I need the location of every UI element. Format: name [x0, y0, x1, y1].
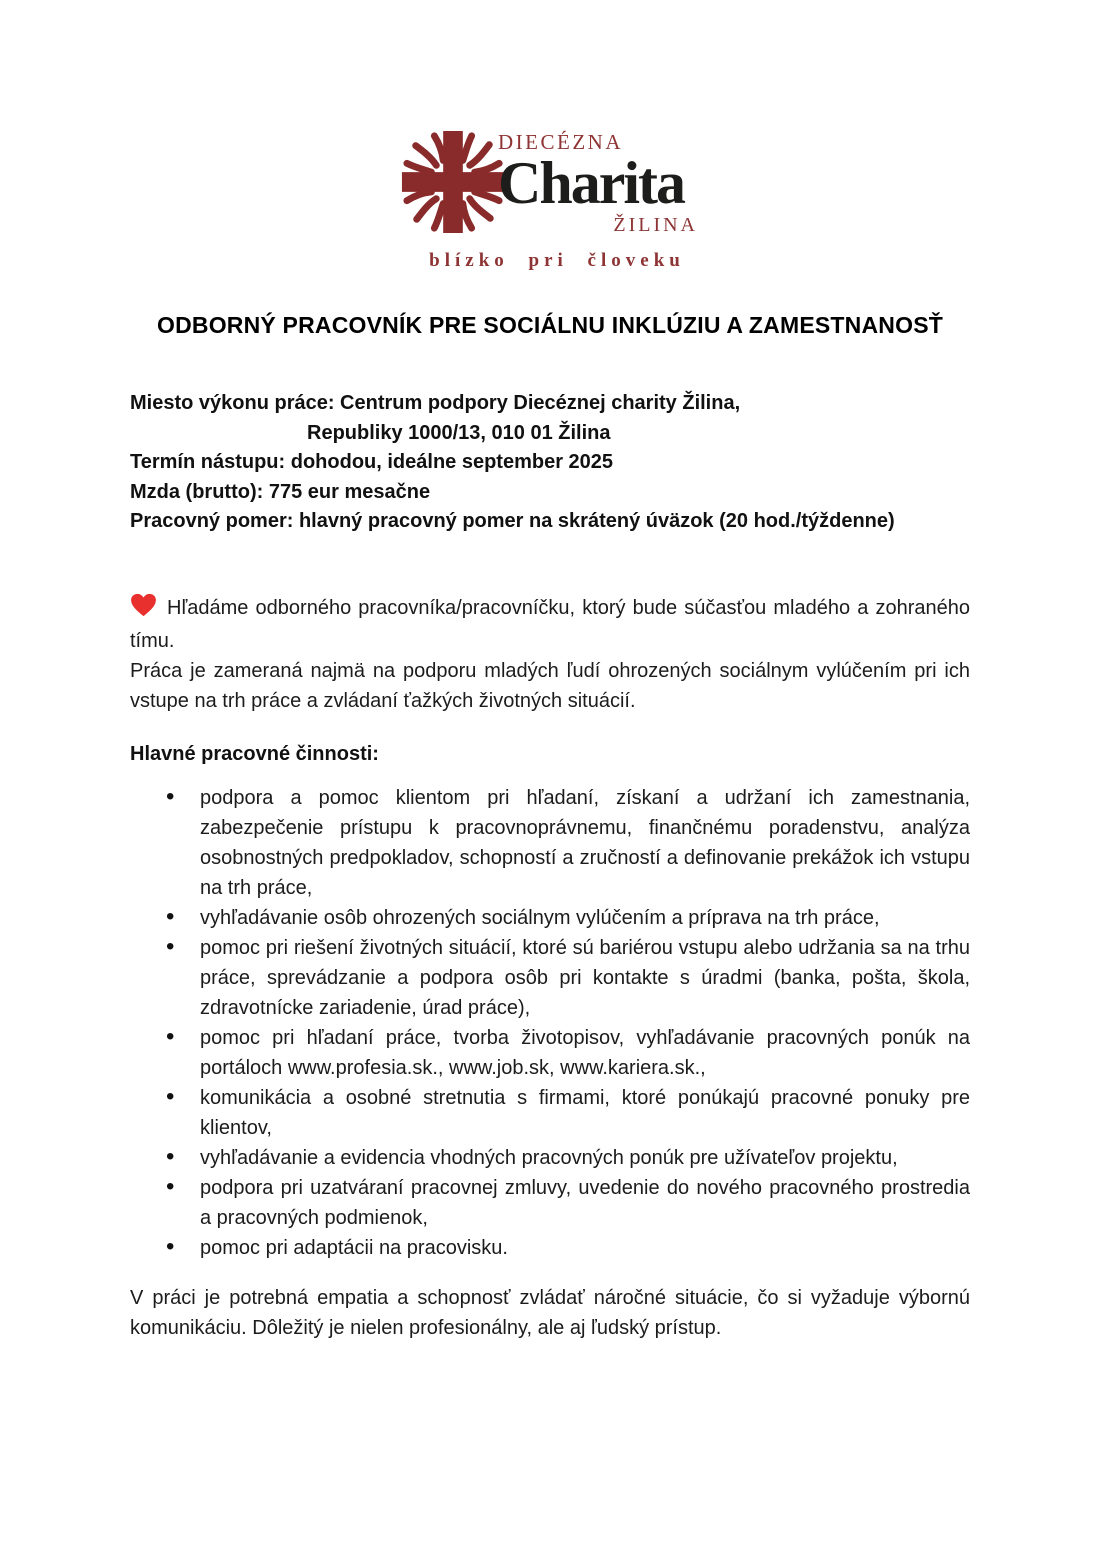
list-item: • komunikácia a osobné stretnutia s firmami, ktoré ponúkajú pracovné ponuky pre klientov,	[200, 1083, 970, 1143]
logo-diecezna-text: DIECÉZNA	[498, 130, 623, 154]
list-item: • pomoc pri riešení životných situácií, ktoré sú bariérou vstupu alebo udržania sa na trhu práce, sprevádzanie a podpora osôb pri kontakte s úradmi (banka, pošta, škola, zdravotnícke zariadenie, úrad práce),	[200, 933, 970, 1023]
page-title: ODBORNÝ PRACOVNÍK PRE SOCIÁLNU INKLÚZIU A ZAMESTNANOSŤ	[157, 312, 943, 338]
duties-list	[130, 783, 970, 1263]
job-details	[130, 389, 970, 537]
charita-logo	[399, 0, 701, 280]
detail-start-date: Termín nástupu: dohodou, ideálne september 2025	[130, 451, 614, 473]
detail-location: Miesto výkonu práce: Centrum podpory Diecéznej charity Žilina,	[130, 392, 741, 414]
list-item: • pomoc pri hľadaní práce, tvorba životopisov, vyhľadávanie pracovných ponúk na portáloch www.profesia.sk., www.job.sk, www.kariera.sk.,	[200, 1023, 970, 1083]
closing-paragraph: V práci je potrebná empatia a schopnosť zvládať náročné situácie, čo si vyžaduje výbornú komunikáciu. Dôležitý je nielen profesionálny, ale aj ľudský prístup.	[130, 1287, 970, 1339]
list-item: • pomoc pri adaptácii na pracovisku.	[200, 1233, 970, 1263]
heart-icon	[130, 593, 157, 626]
intro-paragraph-1	[130, 593, 970, 656]
intro-paragraph-2: Práca je zameraná najmä na podporu mladých ľudí ohrozených sociálnym vylúčením pri ich vstupe na trh práce a zvládaní ťažkých životných situácií.	[130, 659, 970, 712]
duties-heading: Hlavné pracovné činnosti:	[130, 742, 379, 765]
logo-charita-text: Charita	[498, 150, 684, 216]
intro-text-1: Hľadáme odborného pracovníka/pracovníčku, ktorý bude súčasťou mladého a zohraného tímu.	[130, 596, 970, 652]
detail-employment-type: Pracovný pomer: hlavný pracovný pomer na skrátený úväzok (20 hod./týždenne)	[130, 510, 895, 532]
logo-wordmark	[498, 132, 698, 235]
list-item: • podpora pri uzatváraní pracovnej zmluvy, uvedenie do nového pracovného prostredia a pracovných podmienok,	[200, 1173, 970, 1233]
intro-section	[130, 593, 970, 716]
detail-salary: Mzda (brutto): 775 eur mesačne	[130, 480, 431, 503]
list-item: • vyhľadávanie osôb ohrozených sociálnym vylúčením a príprava na trh práce,	[200, 903, 970, 933]
detail-address: Republiky 1000/13, 010 01 Žilina	[307, 421, 611, 444]
list-item: • podpora a pomoc klientom pri hľadaní, získaní a udržaní ich zamestnania, zabezpečenie prístupu k pracovnoprávnemu, finančnému poradenstvu, analýza osobnostných predpokladov, schopností a zručností a definovanie prekážok ich vstupu na trh práce,	[200, 783, 970, 903]
logo-tagline: blízko pri človeku	[429, 250, 685, 271]
logo-zilina-text: ŽILINA	[613, 214, 698, 237]
list-item: • vyhľadávanie a evidencia vhodných pracovných ponúk pre užívateľov projektu,	[200, 1143, 970, 1173]
caritas-cross-icon	[399, 128, 507, 236]
